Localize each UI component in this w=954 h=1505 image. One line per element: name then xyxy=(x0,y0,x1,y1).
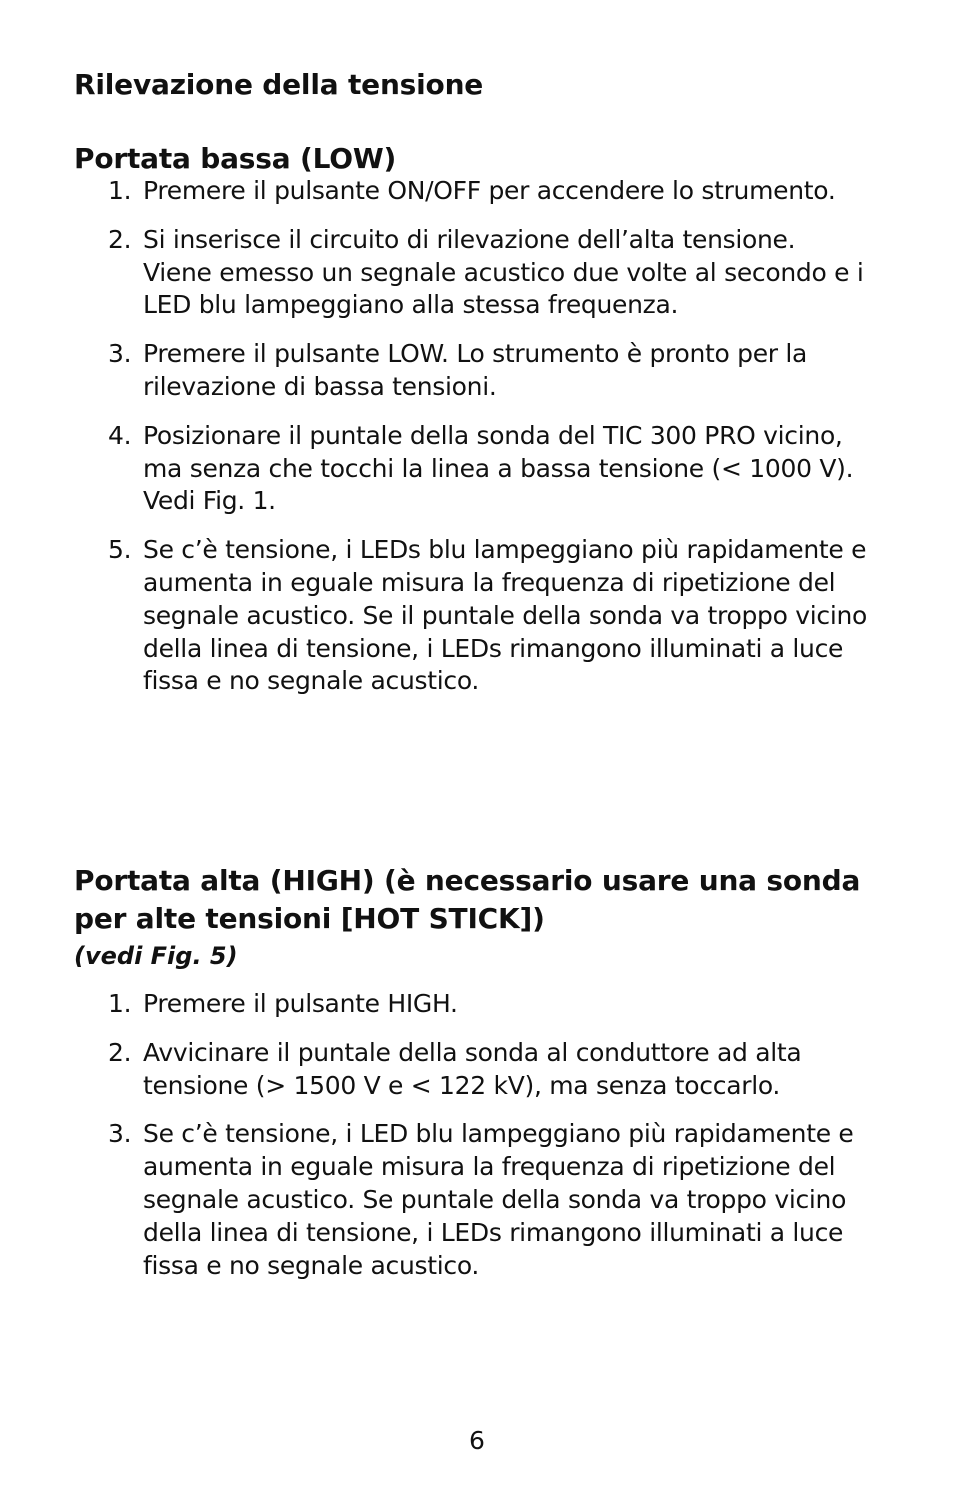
list-item xyxy=(108,175,868,208)
item-text: Se c’è tensione, i LEDs blu lampeggiano più rapidamente e aumenta in eguale misura la frequenza di ripetizione del segnale acustico. Se il puntale della sonda va troppo vicino della linea di tensione, i LEDs rimangono illuminati a luce fissa e no segnale acustico. xyxy=(143,535,868,696)
list-item xyxy=(108,534,868,698)
item-number: 2. xyxy=(108,1037,132,1067)
item-number: 1. xyxy=(108,176,132,205)
item-number: 1. xyxy=(108,989,132,1018)
item-text: Premere il pulsante LOW. Lo strumento è pronto per la rilevazione di bassa tensioni. xyxy=(143,339,808,401)
item-number: 5. xyxy=(108,535,132,565)
item-number: 2. xyxy=(108,224,132,254)
item-number: 3. xyxy=(108,339,132,369)
list-item xyxy=(108,338,868,404)
low-steps-list xyxy=(108,175,868,714)
item-text: Posizionare il puntale della sonda del TIC 300 PRO vicino, ma senza che tocchi la linea a bassa tensione (< 1000 V). Vedi Fig. 1. xyxy=(143,420,854,516)
list-item xyxy=(108,224,868,322)
section-heading-high: Portata alta (HIGH) (è necessario usare una sonda per alte tensioni [HOT STICK]) xyxy=(74,864,861,935)
item-number: 3. xyxy=(108,1119,132,1149)
item-text: Avvicinare il puntale della sonda al conduttore ad alta tensione (> 1500 V e < 122 kV), ma senza toccarlo. xyxy=(143,1037,802,1100)
figure-reference-note: (vedi Fig. 5) xyxy=(74,942,238,970)
list-item xyxy=(108,988,868,1021)
item-text: Se c’è tensione, i LED blu lampeggiano più rapidamente e aumenta in eguale misura la frequenza di ripetizione del segnale acustico. Se puntale della sonda va troppo vicino della linea di tensione, i LEDs rimangono illuminati a luce fissa e no segnale acustico. xyxy=(143,1119,854,1280)
list-item xyxy=(108,1037,868,1103)
section-heading-low: Portata bassa (LOW) xyxy=(74,142,397,175)
item-text: Premere il pulsante HIGH. xyxy=(143,989,458,1018)
list-item xyxy=(108,420,868,518)
item-number: 4. xyxy=(108,420,132,450)
item-text: Premere il pulsante ON/OFF per accendere lo strumento. xyxy=(143,176,836,205)
item-text: Si inserisce il circuito di rilevazione dell’alta tensione. Viene emesso un segnale acustico due volte al secondo e i LED blu lampeggiano alla stessa frequenza. xyxy=(143,224,864,320)
page-number: 6 xyxy=(469,1426,485,1455)
list-item xyxy=(108,1118,868,1282)
page-title: Rilevazione della tensione xyxy=(74,68,484,101)
high-steps-list xyxy=(108,988,868,1298)
